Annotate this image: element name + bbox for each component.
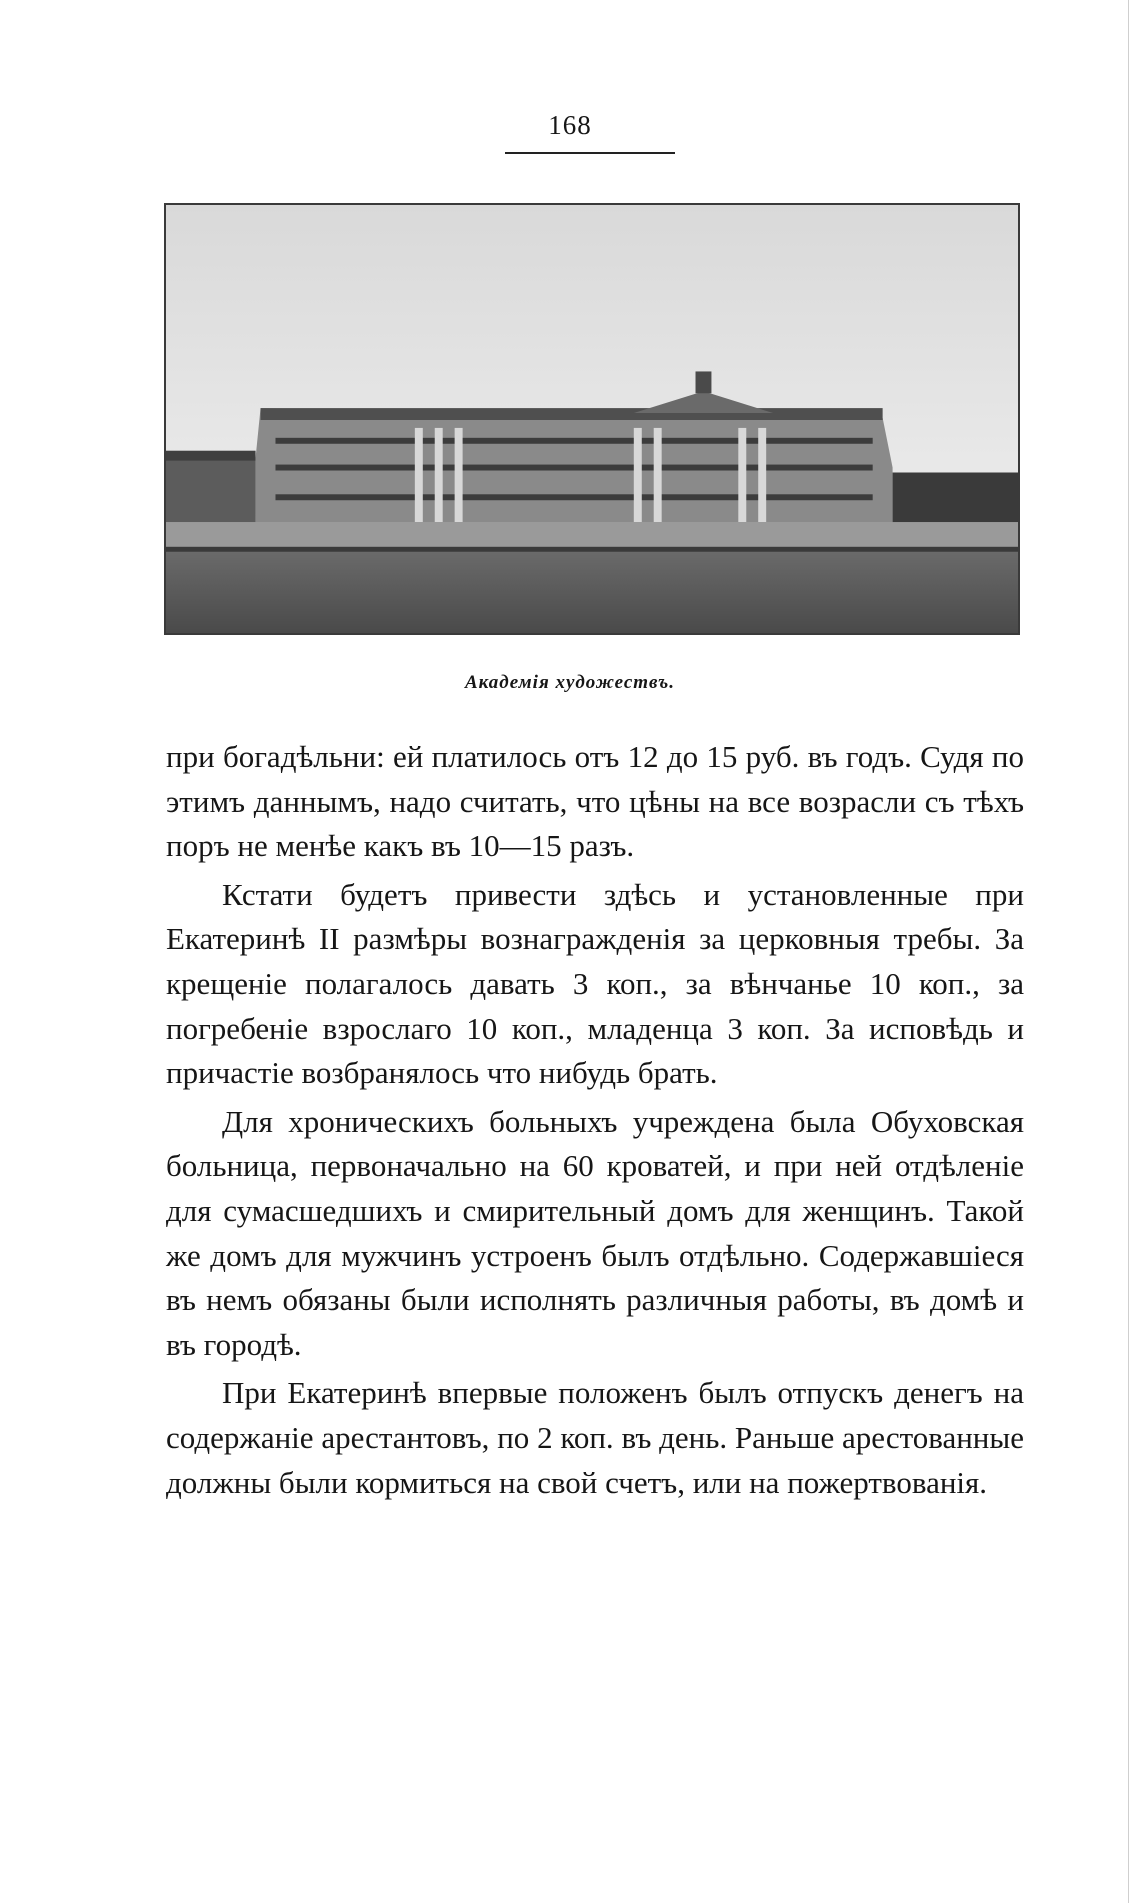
paragraph: Для хроническихъ больныхъ учреждена была Обуховская больница, первоначально на 60 кроватей, и при ней отдѣленіе для сумасшедшихъ и смирительный домъ для женщинъ. Такой же домъ для мужчинъ устроенъ былъ отдѣльно. Содержавшіеся въ немъ обязаны были исполнять различныя работы, въ домѣ и въ городѣ. (166, 1103, 1024, 1362)
page-number-rule (505, 152, 675, 154)
page-edge-line (1128, 0, 1129, 1903)
figure-caption: Академія художествъ. (464, 672, 676, 693)
academy-of-arts-photo (164, 203, 1020, 635)
page-number: 168 (548, 110, 592, 140)
body-text (166, 735, 1024, 1509)
photo-illustration (166, 205, 1018, 633)
paragraph: При Екатеринѣ впервые положенъ былъ отпускъ денегъ на содержаніе арестантовъ, по 2 коп. въ день. Раньше арестованные должны были кормиться на свой счетъ, или на пожертвованія. (166, 1375, 1024, 1500)
paragraph: при богадѣльни: ей платилось отъ 12 до 15 руб. въ годъ. Судя по этимъ даннымъ, надо считать, что цѣны на все возрасли съ тѣхъ поръ не менѣе какъ въ 10—15 разъ. (166, 739, 1024, 864)
paragraph: Кстати будетъ привести здѣсь и установленные при Екатеринѣ II размѣры вознагражденія за церковныя требы. За крещеніе полагалось давать 3 коп., за вѣнчанье 10 коп., за погребеніе взрослаго 10 коп., младенца 3 коп. За исповѣдь и причастіе возбранялось что нибудь брать. (166, 876, 1024, 1091)
